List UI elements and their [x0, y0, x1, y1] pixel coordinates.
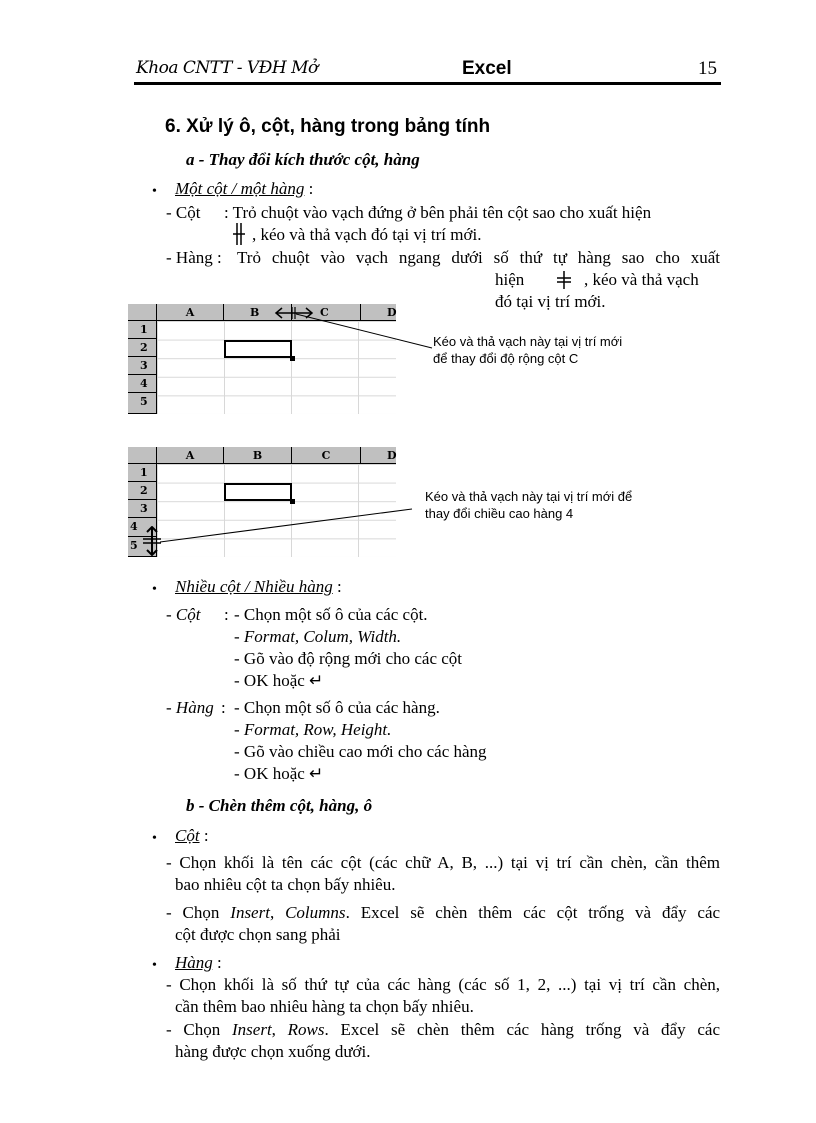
- row-header-4: 4: [128, 518, 157, 537]
- row-label: - Hàng :: [166, 248, 222, 267]
- insert-row-step1-line2: cần thêm bao nhiêu hàng ta chọn bấy nhiêu.: [175, 997, 474, 1016]
- columns-menu-ref: Columns: [285, 903, 346, 922]
- bullet: •: [152, 831, 157, 846]
- column-header-d: D: [361, 304, 396, 321]
- col-resize-cursor-icon: [232, 223, 246, 245]
- insert-row-step2-line1: - Chọn Insert, Rows. Excel sẽ chèn thêm các hàng trống và đẩy các: [166, 1020, 720, 1039]
- row-header-1: 1: [128, 321, 157, 339]
- insert-col-step2-line1: - Chọn Insert, Columns. Excel sẽ chèn thêm các cột trống và đẩy các: [166, 903, 721, 922]
- row-header-5: 5: [128, 393, 157, 414]
- insert-col-step1-line2: bao nhiêu cột ta chọn bấy nhiêu.: [175, 875, 396, 894]
- multi-col-colon: :: [224, 605, 229, 624]
- column-header-c: C: [292, 447, 361, 464]
- insert-menu-ref: Insert: [232, 1020, 272, 1039]
- rows-menu-ref: Rows: [287, 1020, 325, 1039]
- row-header-3: 3: [128, 500, 157, 518]
- row-header-2: 2: [128, 339, 157, 357]
- insert-col-step2-line2: cột được chọn sang phải: [175, 925, 341, 944]
- multi-col-step-2: - Format, Colum, Width.: [234, 627, 402, 646]
- multi-row-step-1: - Chọn một số ô của các hàng.: [234, 698, 440, 717]
- column-header-b: B: [224, 447, 292, 464]
- row-instruction-line3: đó tại vị trí mới.: [495, 292, 606, 311]
- multi-row-step-4: - OK hoặc ↵: [234, 764, 324, 783]
- bullet-column: Cột :: [175, 826, 209, 845]
- row-resize-arrow-icon: [142, 526, 162, 556]
- figure2-caption: Kéo và thả vạch này tại vị trí mới để thay đổi chiều cao hàng 4: [425, 489, 633, 521]
- multi-col-label: - Cột: [166, 605, 201, 624]
- insert-row-step1-line1: - Chọn khối là số thứ tự của các hàng (các số 1, 2, ...) tại vị trí cần chèn,: [166, 975, 720, 994]
- figure2-pointer-line: [160, 506, 416, 546]
- insert-row-step2-line2: hàng được chọn xuống dưới.: [175, 1042, 371, 1061]
- row-header-5: 5: [128, 537, 157, 557]
- selected-cell-b2: [224, 483, 292, 501]
- multi-col-step-1: - Chọn một số ô của các cột.: [234, 605, 428, 624]
- bullet-row: Hàng :: [175, 953, 222, 972]
- row-instruction-line2: , kéo và thả vạch: [584, 270, 699, 289]
- section-title: 6. Xử lý ô, cột, hàng trong bảng tính: [165, 116, 491, 137]
- row-header-4: 4: [128, 375, 157, 393]
- column-header-b: B: [224, 304, 292, 321]
- bullet: •: [152, 582, 157, 597]
- header-department: Khoa CNTT - VĐH Mở: [136, 58, 318, 78]
- bullet: •: [152, 184, 157, 199]
- row-instruction-line1: Trỏ chuột vào vạch ngang dưới số thứ tự hàng sao cho xuất: [237, 248, 720, 267]
- bullet-multi-col-row: Nhiều cột / Nhiều hàng :: [175, 577, 342, 596]
- row-resize-cursor-icon: [555, 271, 573, 289]
- sheet-corner: [128, 304, 157, 321]
- page-number: 15: [698, 58, 717, 79]
- row-header-3: 3: [128, 357, 157, 375]
- bullet: •: [152, 958, 157, 973]
- subsection-a-title: a - Thay đổi kích thước cột, hàng: [186, 150, 420, 169]
- selected-cell-b2: [224, 340, 292, 358]
- multi-row-step-3: - Gõ vào chiều cao mới cho các hàng: [234, 742, 487, 761]
- multi-row-label: - Hàng: [166, 698, 214, 717]
- subsection-b-title: b - Chèn thêm cột, hàng, ô: [186, 796, 373, 815]
- column-header-a: A: [157, 447, 224, 464]
- col-instruction-line1: : Trỏ chuột vào vạch đứng ở bên phải tên cột sao cho xuất hiện: [224, 203, 652, 222]
- multi-col-step-4: - OK hoặc ↵: [234, 671, 324, 690]
- col-label: - Cột: [166, 203, 201, 222]
- bullet-one-col-row: Một cột / một hàng :: [175, 179, 314, 198]
- multi-col-step-3: - Gõ vào độ rộng mới cho các cột: [234, 649, 463, 668]
- sheet-corner: [128, 447, 157, 464]
- column-header-c: C: [292, 304, 361, 321]
- insert-menu-ref: Insert: [230, 903, 270, 922]
- row-instruction-hien: hiện: [495, 270, 525, 289]
- multi-row-colon: :: [221, 698, 226, 717]
- column-header-a: A: [157, 304, 224, 321]
- insert-col-step1-line1: - Chọn khối là tên các cột (các chữ A, B, ...) tại vị trí cần chèn, cần thêm: [166, 853, 720, 872]
- header-title: Excel: [462, 58, 512, 79]
- row-header-1: 1: [128, 464, 157, 482]
- row-header-2: 2: [128, 482, 157, 500]
- header-rule: [134, 82, 721, 85]
- figure1-pointer-line: [296, 312, 436, 352]
- multi-row-step-2: - Format, Row, Height.: [234, 720, 392, 739]
- figure1-caption: Kéo và thả vạch này tại vị trí mới để thay đổi độ rộng cột C: [433, 334, 623, 366]
- column-header-d: D: [361, 447, 396, 464]
- col-instruction-line2: , kéo và thả vạch đó tại vị trí mới.: [252, 225, 482, 244]
